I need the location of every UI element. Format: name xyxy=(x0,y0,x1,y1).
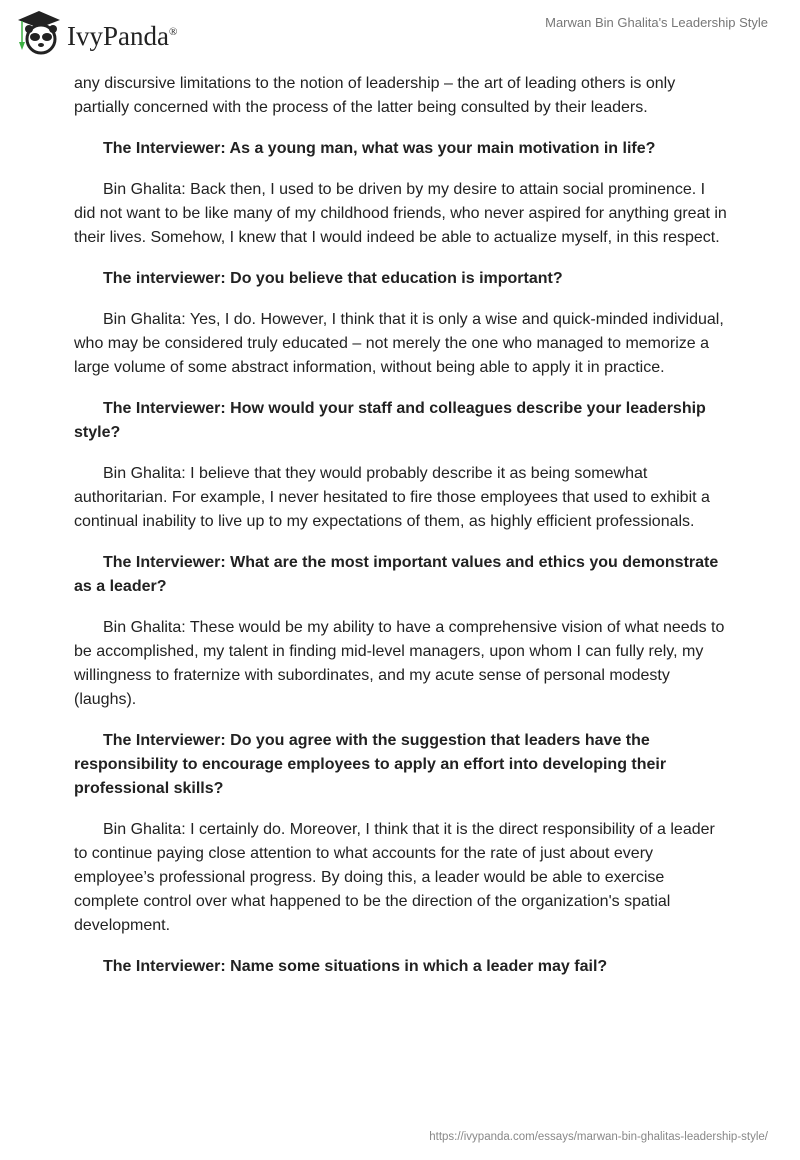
interview-answer: Bin Ghalita: I believe that they would probably describe it as being somewhat authoritarian. For example, I never hesitated to fire those employees that used to exhibit a continual inability to live up to my expectations of them, as highly efficient professionals. xyxy=(74,465,710,530)
document-title: Marwan Bin Ghalita's Leadership Style xyxy=(545,15,768,30)
interview-answer: Bin Ghalita: These would be my ability to have a comprehensive vision of what needs to be accomplished, my talent in finding mid-level managers, upon whom I can fully rely, my willingness to fraternize with subordinates, and my acute sense of personal modesty (laughs). xyxy=(74,619,725,708)
interview-question: The Interviewer: As a young man, what was your main motivation in life? xyxy=(103,140,656,157)
ivypanda-logo[interactable] xyxy=(14,8,177,56)
interview-answer: Bin Ghalita: Back then, I used to be driven by my desire to attain social prominence. I did not want to be like many of my childhood friends, who never aspired for anything great in their lives. Somehow, I knew that I would indeed be able to actualize myself, in this respect. xyxy=(74,181,727,246)
essay-content xyxy=(74,72,730,996)
panda-graduate-icon xyxy=(14,8,64,56)
logo-text: IvyPanda® xyxy=(67,20,178,51)
paragraph: any discursive limitations to the notion of leadership – the art of leading others is only partially concerned with the process of the latter being consulted by their leaders. xyxy=(74,75,676,116)
interview-answer: Bin Ghalita: Yes, I do. However, I think that it is only a wise and quick-minded individual, who may be considered truly educated – not merely the one who managed to memorize a large volume of some abstract information, without being able to apply it in practice. xyxy=(74,311,724,376)
interview-answer: Bin Ghalita: I certainly do. Moreover, I think that it is the direct responsibility of a leader to continue paying close attention to what accounts for the rate of just about every employee’s professional progress. By doing this, a leader would be able to exercise complete control over what happened to be the direction of the organization's spatial development. xyxy=(74,821,715,934)
interview-question: The Interviewer: What are the most important values and ethics you demonstrate as a leader? xyxy=(74,554,719,595)
interview-question: The Interviewer: Do you agree with the suggestion that leaders have the responsibility to encourage employees to apply an effort into developing their professional skills? xyxy=(74,732,667,797)
interview-question: The Interviewer: How would your staff and colleagues describe your leadership style? xyxy=(74,400,706,441)
page-header xyxy=(0,0,800,60)
interview-question: The Interviewer: Name some situations in which a leader may fail? xyxy=(103,958,608,975)
interview-question: The interviewer: Do you believe that education is important? xyxy=(103,270,563,287)
source-url[interactable]: https://ivypanda.com/essays/marwan-bin-ghalitas-leadership-style/ xyxy=(429,1131,768,1143)
